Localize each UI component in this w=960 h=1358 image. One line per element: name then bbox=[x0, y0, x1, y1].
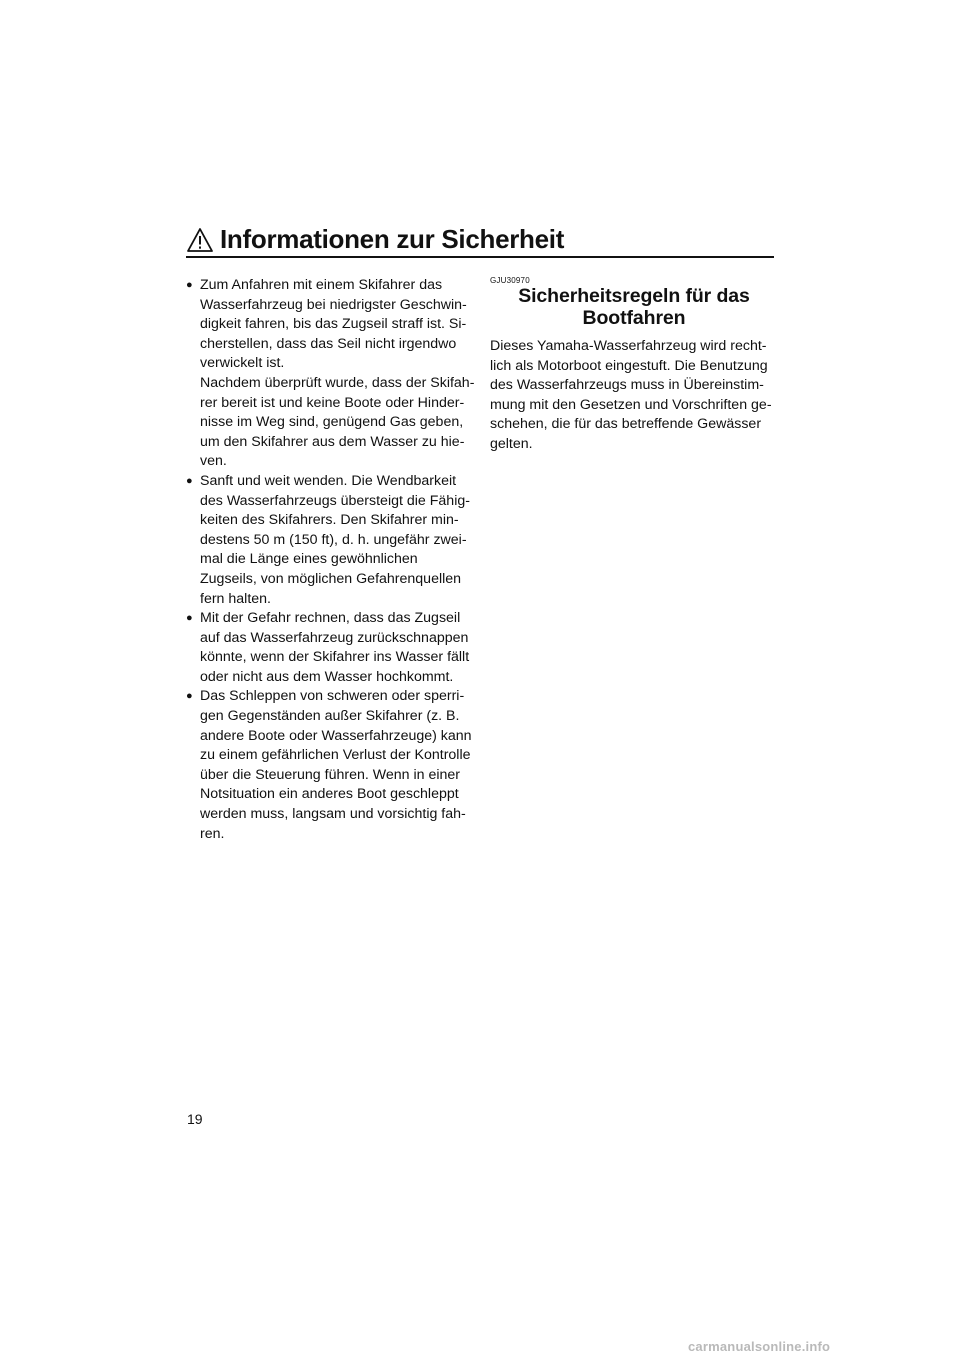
bullet-text-line: Notsituation ein anderes Boot geschleppt bbox=[200, 786, 459, 803]
section-title-line: Sicherheitsregeln für das bbox=[518, 285, 750, 307]
bullet-text-line: destens 50 m (150 ft), d. h. ungefähr zwei- bbox=[200, 531, 467, 548]
bullet-dot-icon: ● bbox=[186, 612, 193, 625]
bullet-dot-icon: ● bbox=[186, 690, 193, 703]
watermark: carmanualsonline.info bbox=[688, 1339, 831, 1354]
bullet-item bbox=[186, 276, 476, 472]
right-column bbox=[490, 276, 778, 455]
bullet-text-line: cherstellen, dass das Seil nicht irgendwo bbox=[200, 335, 457, 352]
paragraph-line: des Wasserfahrzeugs muss in Übereinstim- bbox=[490, 377, 764, 394]
bullet-dot-icon: ● bbox=[186, 474, 193, 487]
bullet-text-line: ven. bbox=[200, 453, 227, 470]
page-header bbox=[186, 224, 774, 258]
paragraph-line: gelten. bbox=[490, 435, 533, 452]
page-number: 19 bbox=[187, 1111, 203, 1127]
warning-triangle-icon bbox=[186, 227, 214, 253]
bullet-text-line: Nachdem überprüft wurde, dass der Skifah- bbox=[200, 374, 475, 391]
bullet-text-line: Sanft und weit wenden. Die Wendbarkeit bbox=[200, 472, 457, 489]
bullet-item bbox=[186, 609, 476, 687]
left-column bbox=[186, 276, 476, 844]
paragraph-line: Dieses Yamaha-Wasserfahrzeug wird recht- bbox=[490, 338, 767, 354]
paragraph-line: lich als Motorboot eingestuft. Die Benutzung bbox=[490, 357, 768, 374]
bullet-text-line: rer bereit ist und keine Boote oder Hinder- bbox=[200, 394, 465, 411]
bullet-text-line: Das Schleppen von schweren oder sperri- bbox=[200, 688, 465, 705]
bullet-text-line: Zum Anfahren mit einem Skifahrer das bbox=[200, 277, 443, 293]
bullet-text-line: fern halten. bbox=[200, 590, 271, 607]
section-title-line: Bootfahren bbox=[582, 307, 686, 329]
bullet-text-line: verwickelt ist. bbox=[200, 355, 285, 372]
bullet-text-line: andere Boote oder Wasserfahrzeuge) kann bbox=[200, 727, 472, 744]
bullet-text-line: auf das Wasserfahrzeug zurückschnappen bbox=[200, 629, 469, 646]
bullet-text-line: keiten des Skifahrers. Den Skifahrer min- bbox=[200, 512, 459, 529]
page-title: Informationen zur Sicherheit bbox=[220, 224, 565, 254]
paragraph-line: schehen, die für das betreffende Gewässer bbox=[490, 416, 762, 433]
bullet-text-line: nisse im Weg sind, genügend Gas geben, bbox=[200, 414, 464, 431]
bullet-item bbox=[186, 472, 476, 609]
bullet-item bbox=[186, 687, 476, 844]
bullet-text-line: werden muss, langsam und vorsichtig fah- bbox=[200, 806, 466, 823]
bullet-text-line: gen Gegenständen außer Skifahrer (z. B. bbox=[200, 708, 460, 725]
bullet-text-line: zu einem gefährlichen Verlust der Kontrolle bbox=[200, 747, 471, 764]
bullet-dot-icon: ● bbox=[186, 279, 193, 291]
section-paragraph bbox=[490, 337, 778, 455]
bullet-text-line: um den Skifahrer aus dem Wasser zu hie- bbox=[200, 433, 465, 450]
section-title bbox=[490, 285, 778, 329]
bullet-text-line: Mit der Gefahr rechnen, dass das Zugseil bbox=[200, 610, 461, 627]
bullet-text-line: über die Steuerung führen. Wenn in einer bbox=[200, 766, 461, 783]
bullet-text-line: könnte, wenn der Skifahrer ins Wasser fällt bbox=[200, 649, 470, 666]
bullet-text-line: des Wasserfahrzeugs übersteigt die Fähig- bbox=[200, 492, 470, 509]
bullet-list bbox=[186, 276, 476, 844]
bullet-text-line: ren. bbox=[200, 825, 225, 842]
bullet-text-line: mal die Länge eines gewöhnlichen bbox=[200, 551, 418, 568]
bullet-text-line: Zugseils, von möglichen Gefahrenquellen bbox=[200, 570, 462, 587]
bullet-text-line: digkeit fahren, bis das Zugseil straff ist. Si- bbox=[200, 316, 467, 333]
bullet-text-line: oder nicht aus dem Wasser hochkommt. bbox=[200, 668, 454, 685]
section-code: GJU30970 bbox=[490, 276, 530, 285]
paragraph-line: mung mit den Gesetzen und Vorschriften ge- bbox=[490, 396, 772, 413]
bullet-text-line: Wasserfahrzeug bei niedrigster Geschwin- bbox=[200, 296, 467, 313]
